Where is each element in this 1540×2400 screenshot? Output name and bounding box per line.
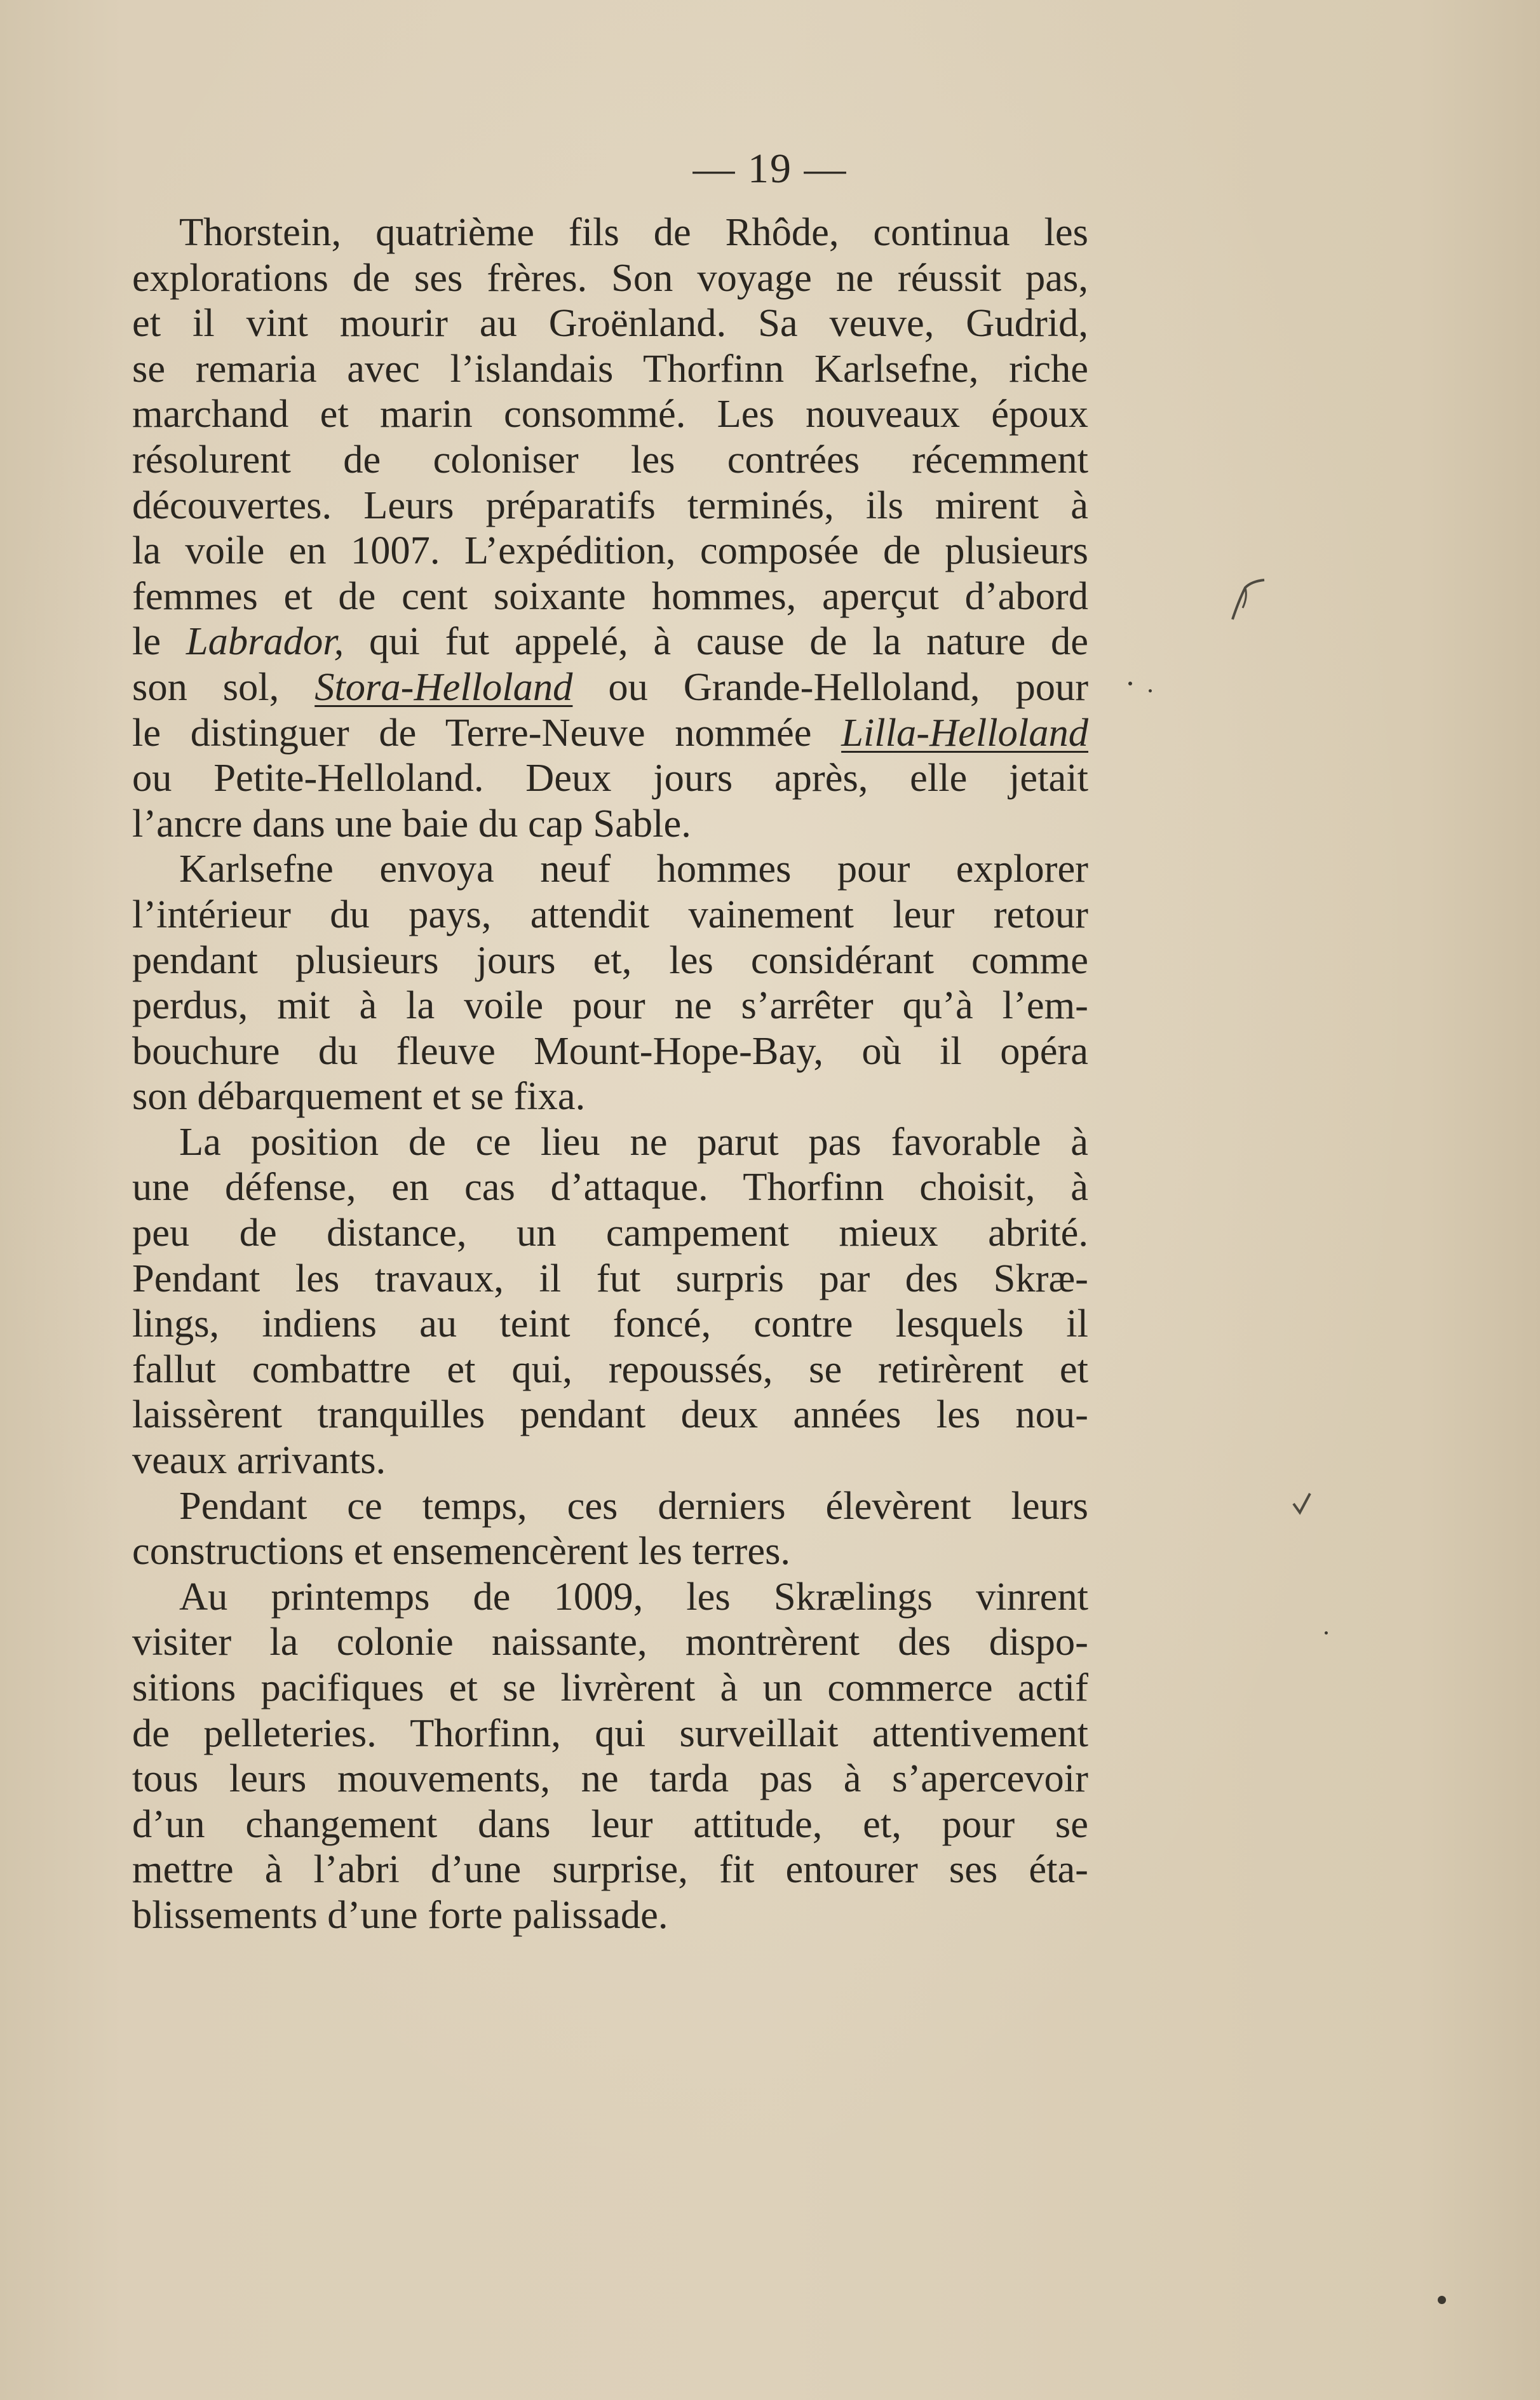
text-line: peu de distance, un campement mieux abrité. <box>132 1210 1088 1255</box>
text-line: lings, indiens au teint foncé, contre lesquels il <box>132 1301 1088 1346</box>
text-line: laissèrent tranquilles pendant deux années les nou- <box>132 1392 1088 1437</box>
text-line <box>132 664 1088 710</box>
text-line: constructions et ensemencèrent les terres. <box>132 1528 791 1574</box>
text-run: ou Grande-Helloland, pour <box>572 664 1089 709</box>
text-line: femmes et de cent soixante hommes, aperçut d’abord <box>132 573 1088 618</box>
italic-term: Lilla-Helloland <box>841 710 1088 755</box>
text-line: se remaria avec l’islandais Thorfinn Karlsefne, riche <box>132 346 1088 391</box>
page-number: — 19 — <box>692 145 848 192</box>
text-line: son débarquement et se fixa. <box>132 1074 586 1119</box>
text-run: son sol, <box>132 664 315 709</box>
ink-speck <box>1128 682 1132 685</box>
text-line: Au printemps de 1009, les Skrælings vinrent <box>179 1574 1088 1619</box>
text-line: l’ancre dans une baie du cap Sable. <box>132 800 691 846</box>
text-line <box>132 619 1088 664</box>
text-line: découvertes. Leurs préparatifs terminés, ils mirent à <box>132 482 1088 527</box>
text-line: mettre à l’abri d’une surprise, fit entourer ses éta- <box>132 1847 1088 1892</box>
text-line: La position de ce lieu ne parut pas favorable à <box>179 1119 1088 1164</box>
text-line: d’un changement dans leur attitude, et, pour se <box>132 1801 1088 1846</box>
text-line: tous leurs mouvements, ne tarda pas à s’apercevoir <box>132 1756 1088 1801</box>
ink-speck <box>1325 1631 1328 1635</box>
italic-term: Stora-Helloland <box>314 664 573 709</box>
text-line: explorations de ses frères. Son voyage ne réussit pas, <box>132 255 1088 300</box>
text-line: pendant plusieurs jours et, les considérant comme <box>132 937 1088 982</box>
text-line <box>132 710 1088 756</box>
body-text <box>132 210 1088 1938</box>
text-line: bouchure du fleuve Mount-Hope-Bay, où il opéra <box>132 1028 1088 1073</box>
text-line: une défense, en cas d’attaque. Thorfinn choisit, à <box>132 1164 1088 1210</box>
text-line: visiter la colonie naissante, montrèrent des dispo- <box>132 1619 1088 1664</box>
text-run: le distinguer de Terre-Neuve nommée <box>132 710 842 755</box>
text-line: blissements d’une forte palissade. <box>132 1892 668 1937</box>
text-run: le <box>132 619 186 664</box>
text-line: Pendant ce temps, ces derniers élevèrent leurs <box>179 1483 1088 1528</box>
text-line: sitions pacifiques et se livrèrent à un commerce actif <box>132 1665 1088 1709</box>
text-line: fallut combattre et qui, repoussés, se retirèrent et <box>132 1346 1088 1391</box>
text-line: marchand et marin consommé. Les nouveaux époux <box>132 391 1088 436</box>
pencil-check-mark <box>1226 575 1271 626</box>
text-line: Karlsefne envoya neuf hommes pour explorer <box>179 846 1088 891</box>
ink-speck <box>1438 2296 1446 2304</box>
text-line: résolurent de coloniser les contrées récemment <box>132 436 1088 482</box>
ink-speck <box>1149 689 1152 692</box>
text-line: ou Petite-Helloland. Deux jours après, elle jetait <box>132 755 1088 800</box>
text-line: de pelleteries. Thorfinn, qui surveillait attentivement <box>132 1710 1088 1755</box>
text-line: l’intérieur du pays, attendit vainement leur retour <box>132 891 1088 936</box>
text-run: qui fut appelé, à cause de la nature de <box>344 619 1088 664</box>
text-line: veaux arrivants. <box>132 1438 386 1483</box>
text-line: perdus, mit à la voile pour ne s’arrêter qu’à l’em- <box>132 983 1088 1028</box>
text-line: Thorstein, quatrième fils de Rhôde, continua les <box>179 210 1088 254</box>
italic-term: Labrador, <box>186 619 344 664</box>
pencil-check-mark <box>1290 1490 1315 1518</box>
text-line: la voile en 1007. L’expédition, composée de plusieurs <box>132 528 1088 573</box>
text-line: et il vint mourir au Groënland. Sa veuve, Gudrid, <box>132 300 1088 346</box>
text-line: Pendant les travaux, il fut surpris par des Skræ- <box>132 1255 1088 1300</box>
